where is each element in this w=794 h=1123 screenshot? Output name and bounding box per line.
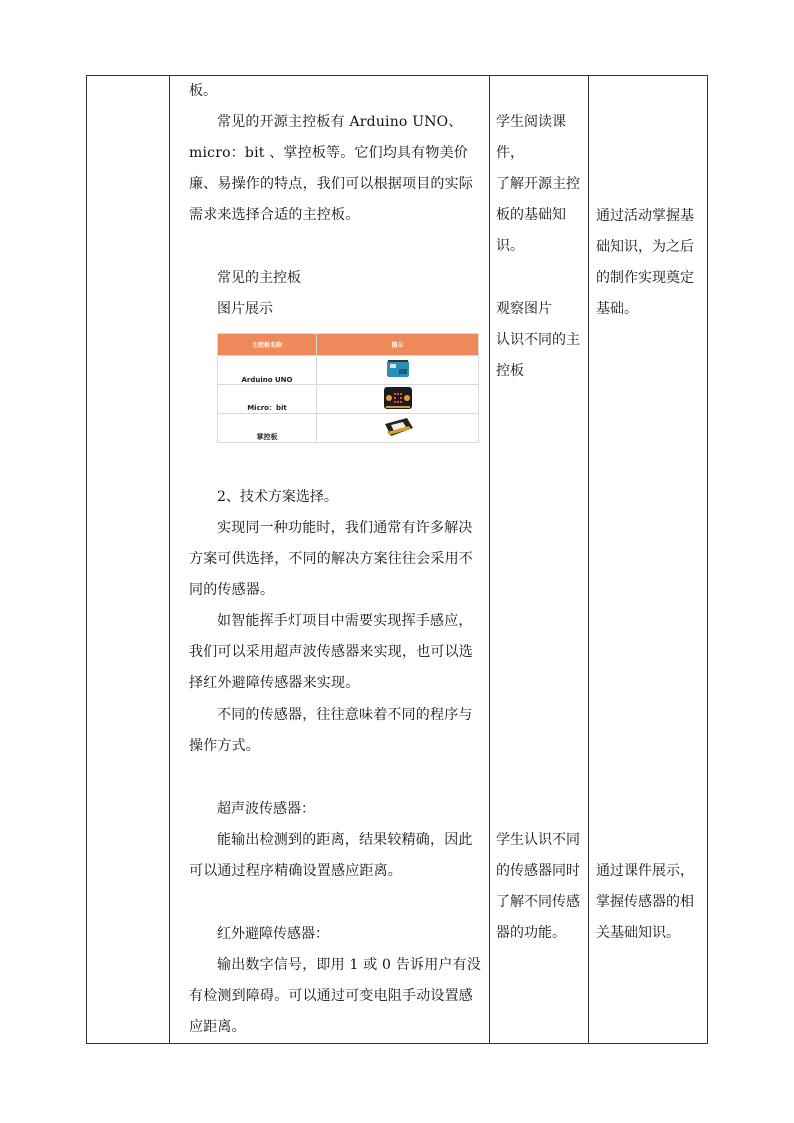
activity-line: 了解不同传感 (496, 894, 580, 910)
activity-line: 学生阅读课件， (496, 114, 566, 161)
table-bottom-border (86, 1043, 708, 1044)
activity-line: 板的基础知识。 (496, 207, 566, 254)
board-name-header: 主控板名称 (218, 334, 317, 356)
board-row-zhangkong: 掌控板 (218, 414, 317, 443)
table-left-border (86, 75, 87, 1044)
board-row-microbit: Micro：bit (218, 385, 317, 414)
table-top-border (86, 75, 708, 76)
paragraph-main-boards: 常见的开源主控板有 Arduino UNO、micro：bit 、掌控板等。它们均具有物美价廉、易操作的特点，我们可以根据项目的实际需求来选择合适的主控板。 (189, 114, 473, 223)
student-activity-1 (496, 107, 588, 262)
paragraph-ultrasonic: 能输出检测到的距离，结果较精确，因此可以通过程序精确设置感应距离。 (189, 832, 473, 879)
intent-line: 的制作实现奠定 (596, 270, 694, 286)
heading-image-display: 图片展示 (217, 301, 273, 317)
intent-line: 通过课件展示， (596, 863, 694, 879)
heading-common-boards: 常见的主控板 (217, 270, 301, 286)
board-row-arduino: Arduino UNO (218, 356, 317, 385)
paragraph-infrared: 输出数字信号，即用 1 或 0 告诉用户有没有检测到障碍。可以通过可变电阻手动设置感应距离。 (189, 957, 482, 1035)
board-image-header: 图示 (317, 334, 479, 356)
zhangkong-board-icon (317, 414, 479, 443)
column-divider-2 (489, 75, 490, 1044)
activity-line: 的传感器同时 (496, 863, 580, 879)
activity-line: 器的功能。 (496, 925, 566, 941)
activity-line: 控板 (496, 363, 524, 379)
column-divider-3 (588, 75, 589, 1044)
activity-line: 学生认识不同 (496, 832, 580, 848)
activity-line: 观察图片 (496, 301, 552, 317)
intent-line: 通过活动掌握基 (596, 208, 694, 224)
table-right-border (707, 75, 708, 1044)
activity-line: 认识不同的主 (496, 332, 580, 348)
heading-infrared: 红外避障传感器： (217, 926, 329, 942)
design-intent-2 (596, 856, 704, 949)
paragraph-wave-lamp: 如智能挥手灯项目中需要实现挥手感应，我们可以采用超声波传感器来实现，也可以选择红外避障传感器来实现。 (189, 613, 473, 691)
column-divider-1 (169, 75, 170, 1044)
activity-line: 了解开源主控 (496, 176, 580, 192)
section-tech-choice: 2、技术方案选择。 (217, 489, 338, 505)
student-activity-3 (496, 825, 588, 949)
student-activity-2 (496, 294, 588, 387)
design-intent-1 (596, 201, 704, 325)
intent-line: 础知识，为之后 (596, 239, 694, 255)
microbit-board-icon (317, 385, 479, 414)
intent-line: 基础。 (596, 301, 638, 317)
content-line-continuation: 板。 (189, 83, 217, 99)
board-comparison-image (217, 333, 479, 443)
paragraph-multiple-solutions: 实现同一种功能时，我们通常有许多解决方案可供选择，不同的解决方案往往会采用不同的传感器。 (189, 520, 473, 598)
heading-ultrasonic: 超声波传感器： (217, 801, 315, 817)
paragraph-different-sensors: 不同的传感器，往往意味着不同的程序与操作方式。 (189, 707, 473, 754)
arduino-board-icon (317, 356, 479, 385)
intent-line: 关基础知识。 (596, 925, 680, 941)
intent-line: 掌握传感器的相 (596, 894, 694, 910)
